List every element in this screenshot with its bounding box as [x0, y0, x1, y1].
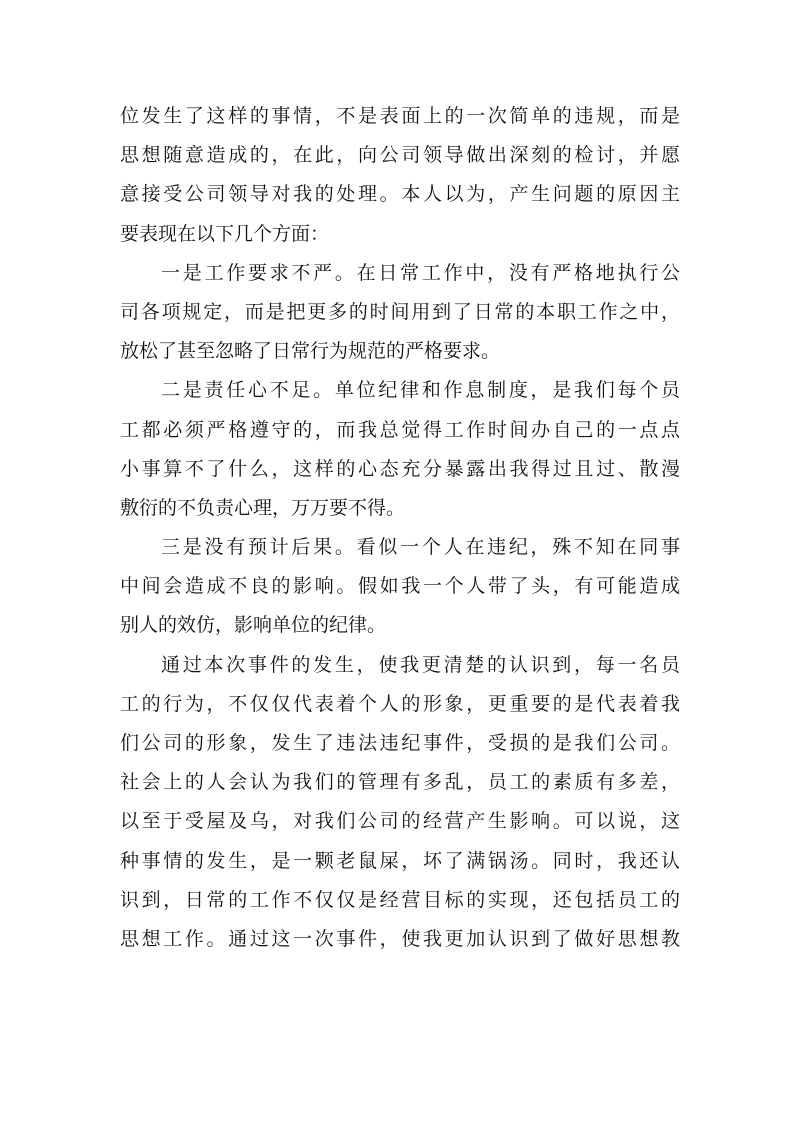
text-line: 识到，日常的工作不仅仅是经营目标的实现，还包括员工的 — [120, 888, 680, 911]
document-body — [120, 97, 680, 959]
paragraph-first-line: 一是工作要求不严。在日常工作中，没有严格地执行公 — [161, 261, 680, 284]
text-line: 种事情的发生，是一颗老鼠屎，坏了满锅汤。同时，我还认 — [120, 849, 680, 872]
text-line: 放松了甚至忽略了日常行为规范的严格要求。 — [120, 340, 501, 363]
paragraph-first-line: 二是责任心不足。单位纪律和作息制度，是我们每个员 — [161, 379, 680, 402]
paragraph-first-line: 三是没有预计后果。看似一个人在违纪，殊不知在同事 — [161, 536, 680, 559]
text-line: 工都必须严格遵守的，而我总觉得工作时间办自己的一点点 — [120, 418, 680, 441]
text-line: 中间会造成不良的影响。假如我一个人带了头，有可能造成 — [120, 575, 680, 598]
text-line: 司各项规定，而是把更多的时间用到了日常的本职工作之中， — [120, 300, 680, 323]
text-line: 意接受公司领导对我的处理。本人以为，产生问题的原因主 — [120, 183, 680, 206]
paragraph-first-line: 通过本次事件的发生，使我更清楚的认识到，每一名员 — [161, 653, 680, 676]
text-line: 们公司的形象，发生了违法违纪事件，受损的是我们公司。 — [120, 732, 680, 754]
text-line: 社会上的人会认为我们的管理有多乱，员工的素质有多差， — [120, 771, 680, 794]
text-line: 思想工作。通过这一次事件，使我更加认识到了做好思想教 — [120, 927, 680, 950]
text-line: 思想随意造成的，在此，向公司领导做出深刻的检讨，并愿 — [120, 144, 680, 167]
text-line: 工的行为，不仅仅代表着个人的形象，更重要的是代表着我 — [120, 692, 680, 715]
text-line: 以至于受屋及乌，对我们公司的经营产生影响。可以说，这 — [120, 810, 680, 833]
text-line: 要表现在以下几个方面： — [120, 222, 330, 245]
text-line: 小事算不了什么，这样的心态充分暴露出我得过且过、散漫 — [120, 457, 680, 480]
text-line: 位发生了这样的事情，不是表面上的一次简单的违规，而是 — [120, 105, 680, 127]
text-line: 敷衍的不负责心理，万万要不得。 — [120, 496, 406, 519]
text-line: 别人的效仿，影响单位的纪律。 — [120, 614, 387, 637]
